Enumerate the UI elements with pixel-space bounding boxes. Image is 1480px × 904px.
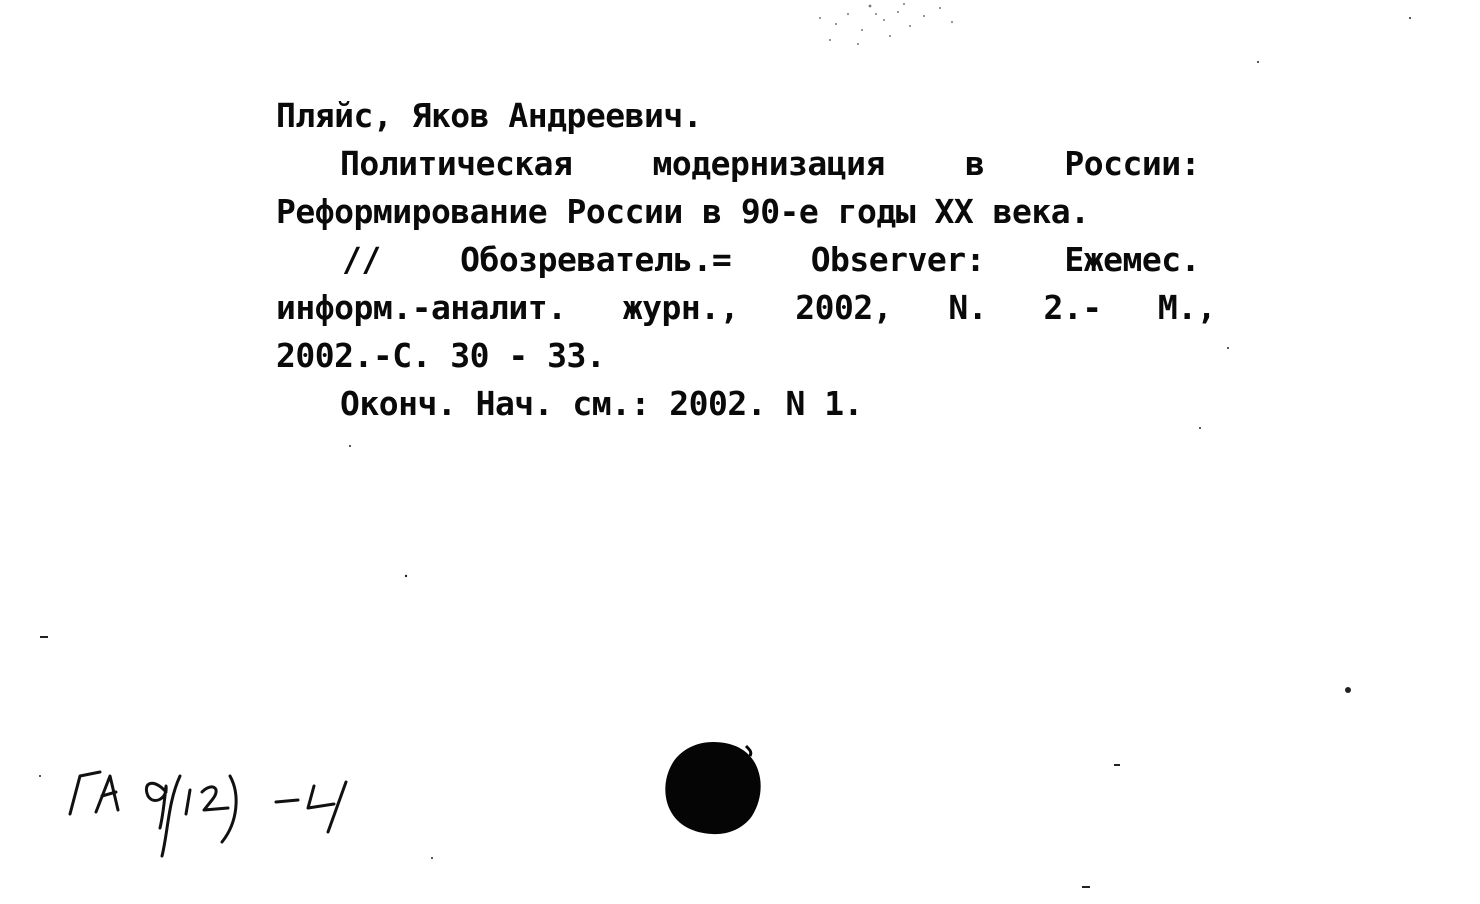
source-line (342, 236, 1200, 284)
journal-line (276, 284, 1216, 332)
title-continuation: Реформирование России в 90-е годы XX века. (276, 192, 1090, 231)
handwritten-shelfmark (62, 762, 362, 862)
pages-line: 2002.-С. 30 - 33. (276, 336, 606, 375)
journal-word: журн., (622, 288, 740, 327)
title-word: в (964, 144, 985, 183)
journal-word: информ.-аналит. (276, 288, 567, 327)
journal-word: 2002, (795, 288, 893, 327)
title-word: Политическая (340, 144, 573, 183)
journal-word: 2.- (1043, 288, 1102, 327)
title-word: России: (1064, 144, 1200, 183)
source-word: Обозреватель.= (460, 240, 732, 279)
title-line (340, 140, 1200, 188)
source-word: // (342, 240, 381, 279)
journal-word: N. (948, 288, 988, 327)
punch-hole (664, 740, 762, 836)
title-word: модернизация (652, 144, 885, 183)
note-line: Оконч. Нач. см.: 2002. N 1. (340, 384, 863, 423)
author-line: Пляйс, Яков Андреевич. (276, 96, 703, 135)
journal-word: М., (1157, 288, 1216, 327)
bibliographic-record (276, 92, 1224, 428)
source-word: Ежемес. (1064, 240, 1200, 279)
source-word: Observer: (810, 240, 985, 279)
